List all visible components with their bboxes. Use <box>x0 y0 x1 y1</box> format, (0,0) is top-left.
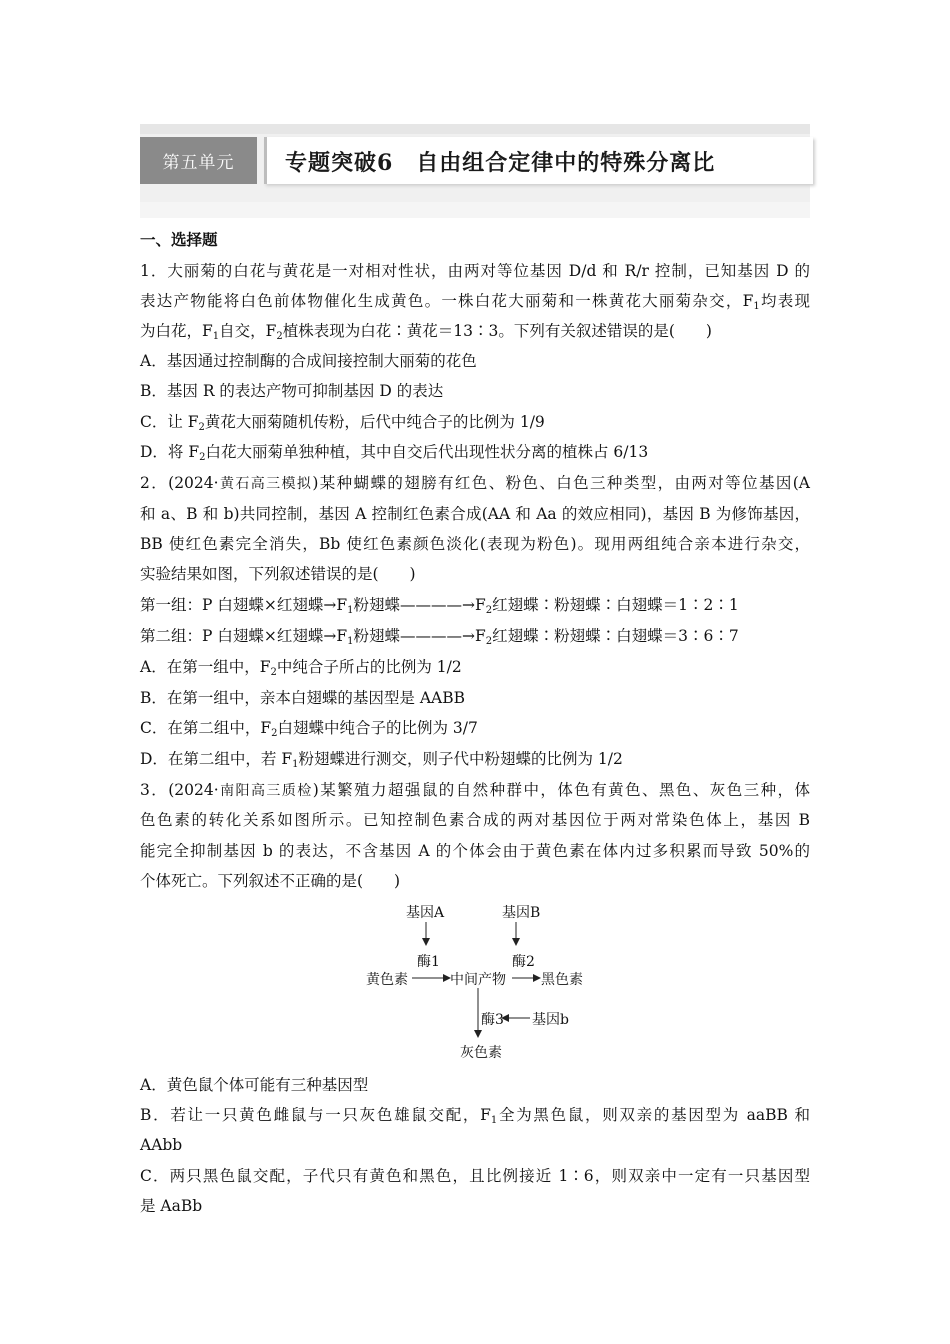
pigment-diagram <box>360 900 600 1065</box>
unit-label: 第五单元 <box>140 137 257 184</box>
diagram-gray-pigment: 灰色素 <box>460 1045 502 1061</box>
q2-option-c: C．在第二组中，$F_2$白翅蝶中纯合子的比例为 3/7 <box>140 719 478 739</box>
diagram-gene-a: 基因A <box>406 905 445 921</box>
q2-group-1: 第一组：P 白翅蝶×红翅蝶$\to F_1$粉翅蝶$————\to F_2$红翅蝶∶粉翅蝶∶白翅蝶＝1∶2∶1 <box>140 596 739 616</box>
q3-source: 南阳高三质检 <box>218 783 313 799</box>
q2-line-4: 实验结果如图，下列叙述错误的是( ) <box>140 565 416 583</box>
diagram-enzyme-3: 酶3 <box>481 1012 504 1028</box>
page-title: 专题突破6 自由组合定律中的特殊分离比 <box>285 150 716 176</box>
diagram-enzyme-2: 酶2 <box>512 954 535 970</box>
q1-line-2: 表达产物能将白色前体物催化生成黄色。一株白花大丽菊和一株黄花大丽菊杂交，$F_1$均表现 <box>140 292 810 312</box>
diagram-gene-b-small: 基因b <box>532 1012 569 1028</box>
q3-option-b-line-2: AAbb <box>140 1136 183 1154</box>
diagram-intermediate: 中间产物 <box>450 972 506 988</box>
diagram-enzyme-1: 酶1 <box>417 954 440 970</box>
q1-option-d: D．将 $F_2$白花大丽菊单独种植，其中自交后代出现性状分离的植株占 6/13 <box>140 443 649 463</box>
q2-option-d: D．在第二组中，若 $F_1$粉翅蝶进行测交，则子代中粉翅蝶的比例为 1/2 <box>140 750 623 770</box>
q2-line-3: BB 使红色素完全消失，Bb 使红色素颜色淡化(表现为粉色)。现用两组纯合亲本进行杂交， <box>140 535 810 553</box>
q3-option-c-line-2: 是 AaBb <box>140 1197 203 1215</box>
q3-line-2: 色色素的转化关系如图所示。已知控制色素合成的两对基因位于两对常染色体上，基因 B <box>140 811 810 829</box>
q3-option-c-line-1: C．两只黑色鼠交配，子代只有黄色和黑色，且比例接近 1∶6，则双亲中一定有一只基因型 <box>140 1167 810 1185</box>
q2-option-b: B．在第一组中，亲本白翅蝶的基因型是 AABB <box>140 689 465 707</box>
diagram-yellow-pigment: 黄色素 <box>366 972 408 988</box>
q1-option-a: A．基因通过控制酶的合成间接控制大丽菊的花色 <box>140 352 477 370</box>
section-heading: 一、选择题 <box>140 230 218 249</box>
q1-option-b: B．基因 R 的表达产物可抑制基因 D 的表达 <box>140 382 444 400</box>
q1-line-1: 1．大丽菊的白花与黄花是一对相对性状，由两对等位基因 D/d 和 R/r 控制，已知基因 D 的 <box>140 262 810 280</box>
q2-option-a: A．在第一组中，$F_2$中纯合子所占的比例为 1/2 <box>140 658 462 678</box>
q3-option-b-line-1: B．若让一只黄色雌鼠与一只灰色雄鼠交配，$F_1$全为黑色鼠，则双亲的基因型为 aaBB 和 <box>140 1106 810 1126</box>
q3-line-4: 个体死亡。下列叙述不正确的是( ) <box>140 872 401 890</box>
q2-group-2: 第二组：P 白翅蝶×红翅蝶$\to F_1$粉翅蝶$————\to F_2$红翅蝶∶粉翅蝶∶白翅蝶＝3∶6∶7 <box>140 627 739 647</box>
q3-line-1: 3．(2024·南阳高三质检)某繁殖力超强鼠的自然种群中，体色有黄色、黑色、灰色三种，体 <box>140 781 810 799</box>
q2-line-2: 和 a、B 和 b)共同控制，基因 A 控制红色素合成(AA 和 Aa 的效应相同)，基因 B 为修饰基因， <box>140 505 810 523</box>
page-title-box <box>264 137 813 184</box>
diagram-gene-b: 基因B <box>502 905 541 921</box>
diagram-black-pigment: 黑色素 <box>541 972 583 988</box>
header-bottom-strip <box>140 202 810 218</box>
q2-source: 黄石高三模拟 <box>218 476 313 492</box>
q3-line-3: 能完全抑制基因 b 的表达，不含基因 A 的个体会由于黄色素在体内过多积累而导致 50%的 <box>140 842 810 860</box>
q1-line-3: 为白花，$F_1$自交，$F_2$植株表现为白花∶黄花＝13∶3。下列有关叙述错误的是( ) <box>140 322 712 342</box>
header-top-strip <box>140 124 810 134</box>
q1-option-c: C．让 $F_2$黄花大丽菊随机传粉，后代中纯合子的比例为 1/9 <box>140 413 545 433</box>
q2-line-1: 2．(2024·黄石高三模拟)某种蝴蝶的翅膀有红色、粉色、白色三种类型，由两对等位基因(A <box>140 474 810 492</box>
q3-option-a: A．黄色鼠个体可能有三种基因型 <box>140 1076 369 1094</box>
